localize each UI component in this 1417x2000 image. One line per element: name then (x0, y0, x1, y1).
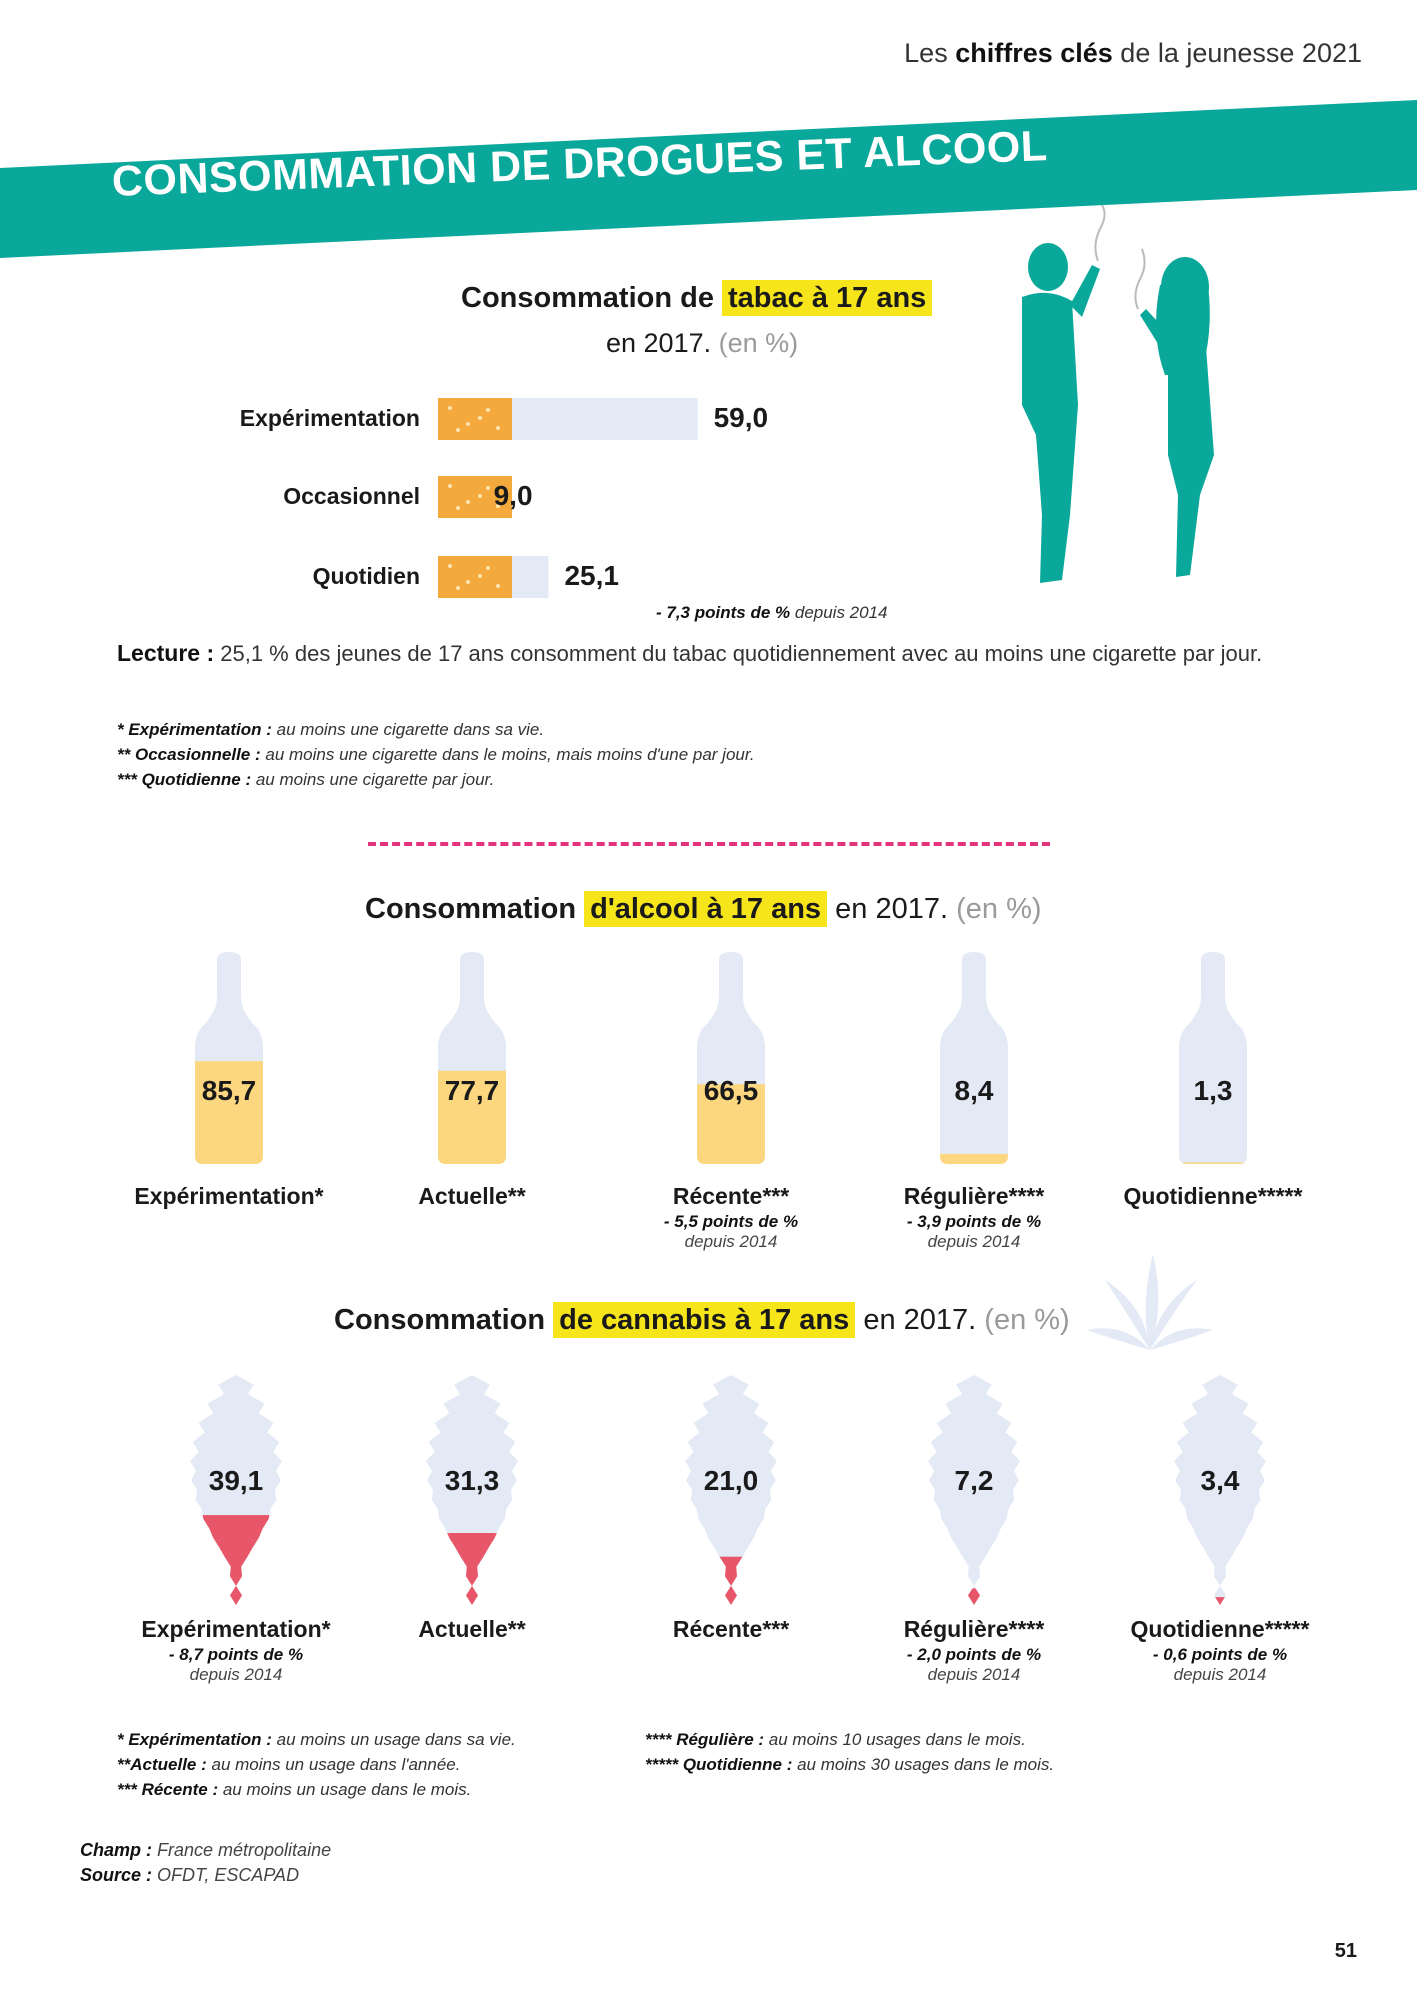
tabac-title: Consommation de tabac à 17 ans (461, 282, 932, 315)
alcool-delta-label: - 3,9 points de % depuis 2014 (906, 1212, 1042, 1251)
cigarette-dot (466, 500, 470, 504)
cigarette-dot (496, 584, 500, 588)
cigarette-dot (486, 566, 490, 570)
alcool-value-label: 77,7 (444, 1075, 500, 1106)
cannabis-note-4: **** Régulière : au moins 10 usages dans le mois. (645, 1730, 1026, 1749)
cannabis-value-label: 7,2 (954, 1465, 994, 1496)
header-prefix: Les (904, 38, 956, 68)
cannabis-category-label: Actuelle** (418, 1616, 526, 1642)
cigarette-dot (486, 486, 490, 490)
alcool-value-label: 85,7 (201, 1075, 257, 1106)
smokers-silhouette-icon (1000, 205, 1260, 605)
cannabis-delta-label: - 0,6 points de % depuis 2014 (1152, 1645, 1288, 1684)
cannabis-fill (422, 1533, 522, 1605)
cannabis-category-label: Quotidienne***** (1130, 1616, 1310, 1642)
alcool-category-label: Quotidienne***** (1123, 1183, 1303, 1209)
cannabis-category-label: Régulière**** (903, 1616, 1045, 1642)
alcool-title: Consommation d'alcool à 17 ans en 2017. (en %) (365, 893, 1042, 925)
cannabis-fill (924, 1588, 1024, 1605)
tabac-value-label: 25,1 (564, 560, 619, 591)
bottle-icon (1179, 952, 1247, 1164)
cannabis-value-label: 31,3 (444, 1465, 500, 1496)
alcool-value-label: 8,4 (954, 1075, 994, 1106)
tabac-category-label: Quotidien (312, 563, 420, 589)
alcool-delta-label: - 5,5 points de % depuis 2014 (663, 1212, 799, 1251)
tabac-delta-quotidien: - 7,3 points de % depuis 2014 (656, 603, 888, 622)
cannabis-category-label: Récente*** (672, 1616, 790, 1642)
alcool-category-label: Régulière**** (903, 1183, 1045, 1209)
cannabis-value-label: 39,1 (208, 1465, 264, 1496)
footer-source: Source : OFDT, ESCAPAD (80, 1865, 300, 1885)
bottle-fill (1179, 1162, 1247, 1164)
cannabis-delta-label: - 2,0 points de % depuis 2014 (906, 1645, 1042, 1684)
alcool-category-label: Actuelle** (418, 1183, 526, 1209)
tabac-subtitle: en 2017. (en %) (606, 328, 799, 358)
footer-champ: Champ : France métropolitaine (80, 1840, 332, 1860)
cannabis-fill (681, 1557, 781, 1605)
cannabis-value-label: 3,4 (1200, 1465, 1240, 1496)
cannabis-note-5: ***** Quotidienne : au moins 30 usages dans le mois. (645, 1755, 1055, 1774)
header-bold: chiffres clés (955, 38, 1113, 68)
cigarette-dot (456, 586, 460, 590)
cannabis-leaf-chart (0, 1365, 1417, 1615)
tabac-value-label: 9,0 (493, 480, 533, 511)
cigarette-dot (466, 580, 470, 584)
cannabis-delta-label: - 8,7 points de % depuis 2014 (168, 1645, 304, 1684)
section-title: CONSOMMATION DE DROGUES ET ALCOOL (111, 122, 1049, 206)
tabac-note-3: *** Quotidienne : au moins une cigarette par jour. (117, 770, 495, 789)
cannabis-note-3: *** Récente : au moins un usage dans le mois. (117, 1780, 472, 1799)
cigarette-dot (456, 506, 460, 510)
alcool-category-label: Récente*** (672, 1183, 790, 1209)
cigarette-dot (478, 574, 482, 578)
header-suffix: de la jeunesse 2021 (1112, 38, 1362, 68)
cigarette-dot (486, 408, 490, 412)
tabac-bar-chart (0, 380, 960, 620)
bottle-fill (940, 1154, 1008, 1164)
tabac-lecture: Lecture : 25,1 % des jeunes de 17 ans consomment du tabac quotidiennement avec au moins une cigarette par jour. (117, 640, 1263, 666)
cigarette-dot (448, 484, 452, 488)
cannabis-leaf-icon (1085, 1250, 1215, 1360)
alcool-value-label: 66,5 (703, 1075, 759, 1106)
tabac-category-label: Occasionnel (283, 483, 420, 509)
cigarette-dot (456, 428, 460, 432)
alcool-category-label: Expérimentation* (134, 1183, 324, 1209)
cannabis-note-2: **Actuelle : au moins un usage dans l'année. (117, 1755, 461, 1774)
cigarette-dot (448, 564, 452, 568)
cigarette-dot (478, 494, 482, 498)
tabac-note-2: ** Occasionnelle : au moins une cigarette dans le moins, mais moins d'une par jour. (117, 745, 755, 764)
cannabis-category-label: Expérimentation* (141, 1616, 331, 1642)
cannabis-value-label: 21,0 (703, 1465, 759, 1496)
cigarette-dot (496, 426, 500, 430)
page-number: 51 (1334, 1940, 1357, 1962)
alcool-value-label: 1,3 (1193, 1075, 1233, 1106)
cannabis-note-1: * Expérimentation : au moins un usage dans sa vie. (117, 1730, 516, 1749)
cigarette-filter-icon (438, 556, 512, 598)
cigarette-filter-icon (438, 398, 512, 440)
alcool-bottle-chart (0, 950, 1417, 1180)
tabac-category-label: Expérimentation (239, 405, 420, 431)
tabac-note-1: * Expérimentation : au moins une cigarette dans sa vie. (117, 720, 545, 739)
bottle-icon (940, 952, 1008, 1164)
cannabis-title: Consommation de cannabis à 17 ans en 2017. (en %) (334, 1304, 1070, 1336)
cannabis-fill (1170, 1597, 1270, 1605)
cigarette-dot (466, 422, 470, 426)
cannabis-fill (186, 1515, 286, 1605)
section-divider (368, 842, 1050, 846)
cigarette-dot (448, 406, 452, 410)
tabac-value-label: 59,0 (713, 402, 769, 433)
cigarette-dot (478, 416, 482, 420)
